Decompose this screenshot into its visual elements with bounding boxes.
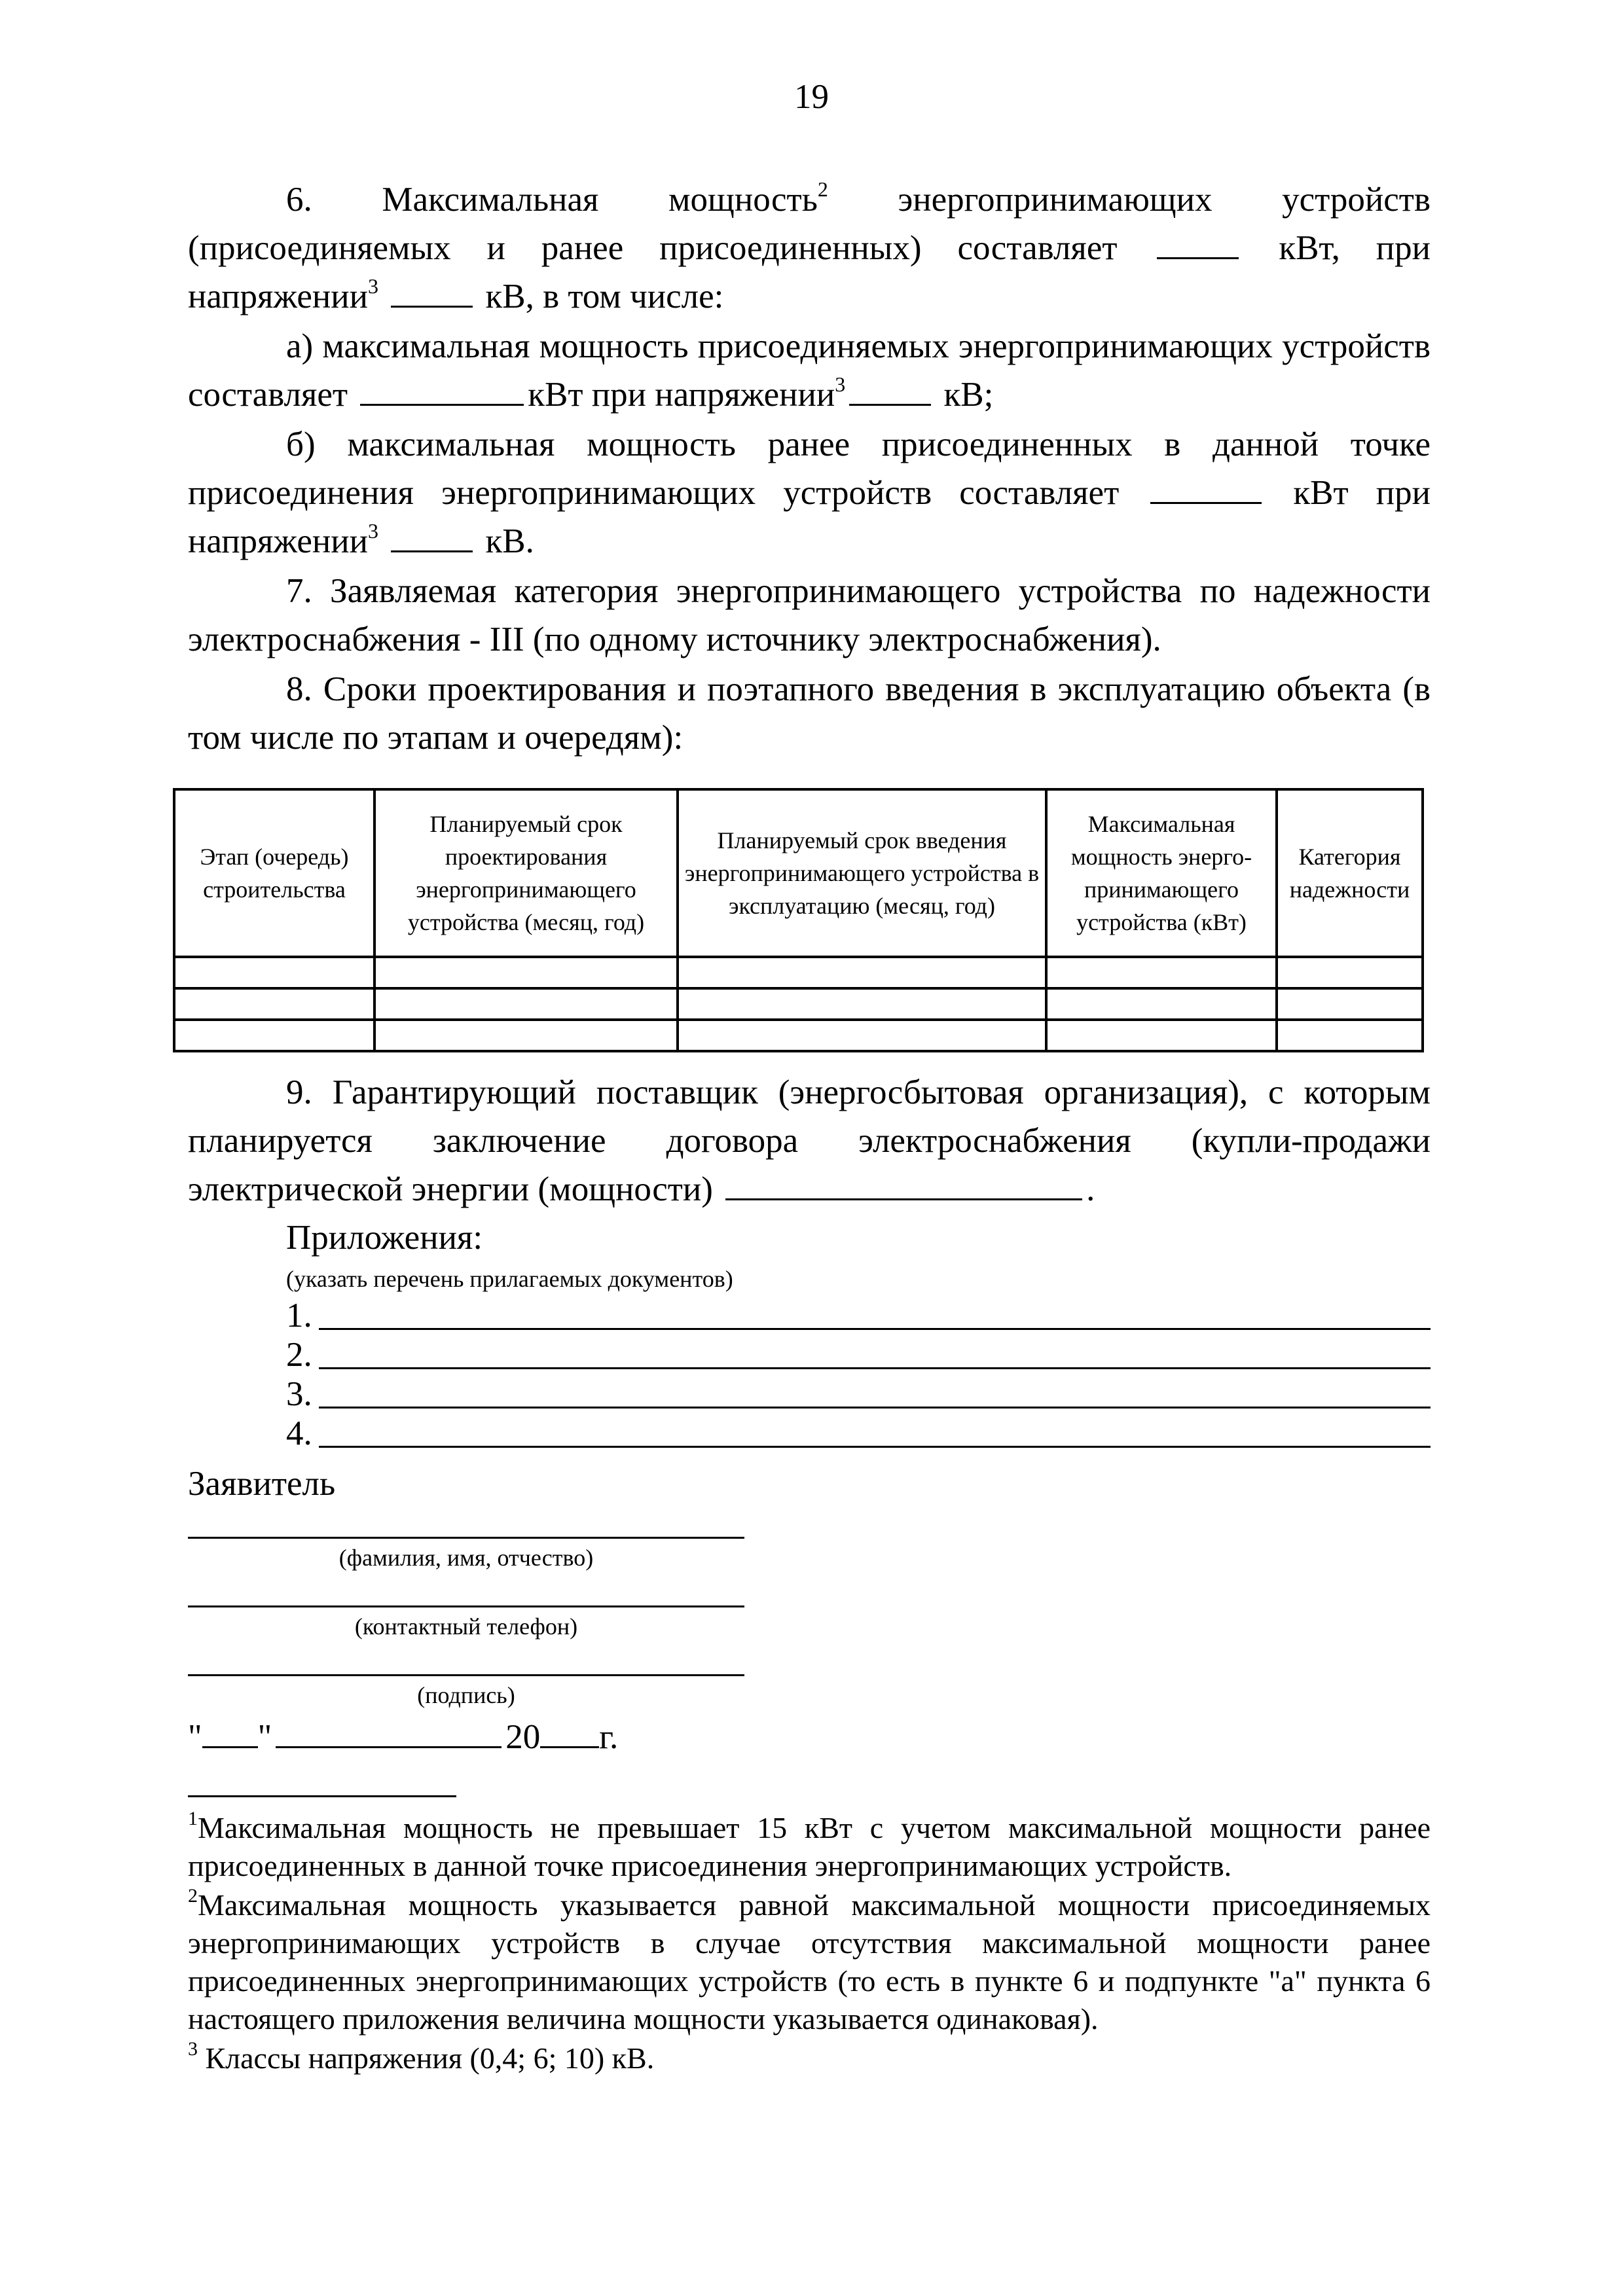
attachments-list (286, 1296, 1431, 1453)
footnote-text: Максимальная мощность не превышает 15 кВт с учетом максимальной мощности ранее присоединенных в данной точке присоединения энергопринимающих устройств. (188, 1811, 1431, 1882)
date-quote-open: " (188, 1718, 202, 1756)
table-cell[interactable] (1277, 957, 1423, 988)
table-row (174, 988, 1423, 1020)
footnote-text: Максимальная мощность указывается равной максимальной мощности присоединяемых энергопринимающих устройств в случае отсутствия максимальной мощности ранее присоединенных энергопринимающих устройств (то есть в пункте 6 и подпункте "а" пункта 6 настоящего приложения величина мощности указывается одинаковая). (188, 1888, 1431, 2036)
table-row (174, 1020, 1423, 1051)
table-cell[interactable] (678, 957, 1046, 988)
footnote-ref: 3 (835, 372, 846, 396)
footnote-ref: 2 (817, 177, 828, 201)
applicant-block (188, 1460, 1431, 1760)
attachment-number: 1. (286, 1297, 312, 1335)
attachment-line[interactable] (319, 1446, 1431, 1448)
footnote-3 (188, 2039, 1431, 2077)
name-line[interactable] (188, 1508, 744, 1539)
table-cell[interactable] (174, 957, 374, 988)
item-9-text: 9. Гарантирующий поставщик (энергосбытовая организация), с которым планируется заключение договора электроснабжения (купли-продажи электрической энергии (мощности) (188, 1073, 1431, 1208)
item-7: 7. Заявляемая категория энергопринимающего устройства по надежности электроснабжения - III (по одному источнику электроснабжения). (188, 572, 1431, 658)
name-caption: (фамилия, имя, отчество) (338, 1545, 594, 1571)
attachment-item (286, 1414, 1431, 1453)
table-cell[interactable] (374, 1020, 678, 1051)
footnote-divider (188, 1784, 456, 1797)
voltage-blank[interactable] (391, 519, 473, 552)
power-blank[interactable] (1157, 226, 1239, 259)
table-cell[interactable] (1046, 988, 1277, 1020)
item-6-text-before: 6. Максимальная мощность (286, 181, 818, 219)
date-quote-close: " (257, 1718, 272, 1756)
construction-stages-table (173, 788, 1424, 1052)
footnote-text: Классы напряжения (0,4; 6; 10) кВ. (205, 2041, 655, 2075)
footnote-mark: 2 (188, 1885, 198, 1907)
item-6a-text-before: а) максимальная мощность присоединяемых энергопринимающих устройств составляет (188, 327, 1431, 414)
signature-caption: (подпись) (417, 1682, 515, 1708)
table-row (174, 957, 1423, 988)
signature-line[interactable] (188, 1645, 744, 1676)
power-blank[interactable] (360, 372, 524, 406)
table-cell[interactable] (374, 988, 678, 1020)
attachment-number: 2. (286, 1336, 312, 1374)
item-9-period: . (1086, 1170, 1095, 1208)
date-day-blank[interactable] (202, 1717, 258, 1748)
item-6-text-mid2: кВт, при напряжении (188, 229, 1431, 315)
phone-line[interactable] (188, 1577, 744, 1607)
attachments-hint: (указать перечень прилагаемых документов) (286, 1266, 733, 1292)
col-header-design-term: Планируемый срок проектирования энергопринимающего устройства (месяц, год) (374, 789, 678, 957)
col-header-commissioning-term: Планируемый срок введения энергопринимающего устройства в эксплуатацию (месяц, год) (678, 789, 1046, 957)
table-cell[interactable] (1046, 1020, 1277, 1051)
item-6a-text-after: кВ; (943, 376, 994, 414)
attachment-number: 4. (286, 1414, 312, 1452)
voltage-blank[interactable] (391, 274, 473, 308)
footnotes (188, 1809, 1431, 2077)
date-line (188, 1714, 1431, 1760)
attachment-item (286, 1296, 1431, 1335)
date-year-suffix: г. (599, 1718, 619, 1756)
document-body (188, 175, 1431, 2077)
item-6a-text-mid: кВт при напряжении (528, 376, 835, 414)
item-6 (188, 175, 1431, 321)
table-cell[interactable] (1277, 988, 1423, 1020)
item-9 (188, 1068, 1431, 1213)
footnote-mark: 1 (188, 1808, 198, 1829)
date-month-blank[interactable] (276, 1717, 501, 1748)
phone-caption: (контактный телефон) (354, 1613, 578, 1640)
attachments-title: Приложения: (286, 1219, 483, 1257)
attachment-line[interactable] (319, 1407, 1431, 1408)
attachment-item (286, 1335, 1431, 1374)
table-header-row (174, 789, 1423, 957)
item-6-text-after: кВ, в том числе: (485, 278, 724, 315)
col-header-max-power: Максимальная мощность энерго- принимающего устройства (кВт) (1046, 789, 1277, 957)
item-6a (188, 322, 1431, 419)
col-header-stage: Этап (очередь) строительства (174, 789, 374, 957)
item-6b (188, 420, 1431, 565)
date-year-prefix: 20 (505, 1718, 541, 1756)
table-cell[interactable] (1046, 957, 1277, 988)
footnote-ref: 3 (367, 274, 378, 298)
attachment-line[interactable] (319, 1328, 1431, 1330)
item-6b-text-mid: кВт при напряжении (188, 474, 1431, 560)
table-cell[interactable] (678, 988, 1046, 1020)
table-cell[interactable] (174, 988, 374, 1020)
table-cell[interactable] (678, 1020, 1046, 1051)
item-6-text-mid1: энергопринимающих устройств (присоединяемых и ранее присоединенных) составляет (188, 181, 1431, 267)
table-cell[interactable] (174, 1020, 374, 1051)
table-cell[interactable] (374, 957, 678, 988)
col-header-reliability: Категория надежности (1277, 789, 1423, 957)
attachment-number: 3. (286, 1375, 312, 1413)
footnote-2 (188, 1886, 1431, 2038)
voltage-blank[interactable] (849, 372, 931, 406)
table-cell[interactable] (1277, 1020, 1423, 1051)
attachment-item (286, 1374, 1431, 1414)
attachment-line[interactable] (319, 1367, 1431, 1369)
footnote-1 (188, 1809, 1431, 1885)
power-blank[interactable] (1150, 471, 1262, 504)
item-6b-text-before: б) максимальная мощность ранее присоединенных в данной точке присоединения энергопринимающих устройств составляет (188, 425, 1431, 512)
supplier-blank[interactable] (725, 1167, 1082, 1200)
footnote-mark: 3 (188, 2038, 198, 2060)
page-number: 19 (794, 78, 829, 116)
item-6b-text-after: кВ. (485, 522, 534, 560)
date-year-blank[interactable] (540, 1717, 599, 1748)
item-8: 8. Сроки проектирования и поэтапного введения в эксплуатацию объекта (в том числе по этапам и очередям): (188, 670, 1431, 757)
applicant-title: Заявитель (188, 1465, 336, 1503)
footnote-ref: 3 (367, 519, 378, 543)
